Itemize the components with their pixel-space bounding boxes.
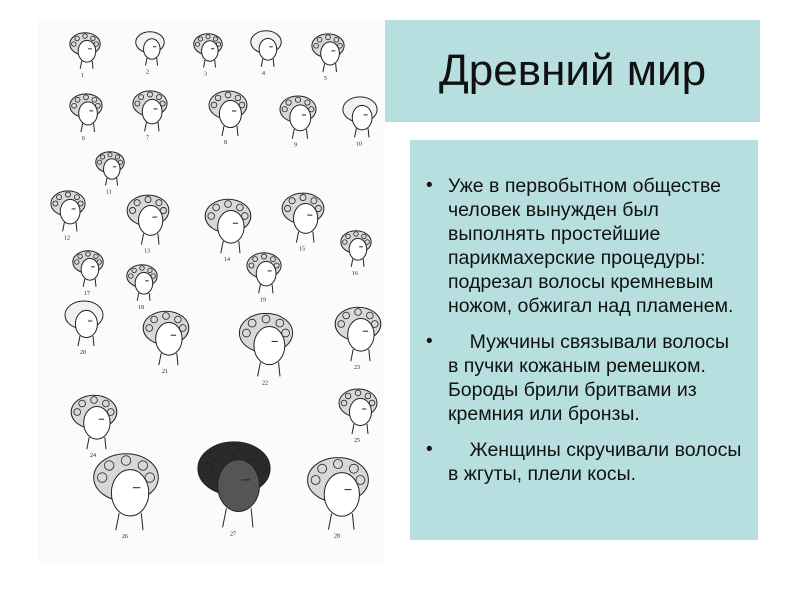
text-panel <box>410 140 758 540</box>
head-figure <box>205 199 251 253</box>
head-figure <box>71 395 117 449</box>
head-figure <box>282 193 324 243</box>
head-figure <box>70 33 100 69</box>
head-figure <box>312 34 344 72</box>
plate-number: 27 <box>230 531 236 538</box>
plate-number: 14 <box>224 257 230 264</box>
head-figure <box>247 253 281 294</box>
plate-number: 11 <box>106 189 112 196</box>
title-panel <box>385 20 760 122</box>
head-figure <box>341 231 371 267</box>
head-figure <box>308 458 369 530</box>
head-figure <box>51 191 85 232</box>
head-figure <box>209 91 247 136</box>
plate-number: 22 <box>262 380 268 387</box>
plate-number: 18 <box>138 304 144 311</box>
plate-number: 28 <box>334 533 340 540</box>
plate-number: 2 <box>146 69 149 76</box>
head-figure <box>239 313 292 376</box>
plate-number: 17 <box>84 290 90 297</box>
bullet-men: • Мужчины связывали волосы в пучки кожаным ремешком. Бороды брили бритвами из кремния или бронзы. <box>424 330 742 426</box>
plate-number: 19 <box>260 297 266 304</box>
plate-number: 4 <box>262 70 265 77</box>
plate-number: 1 <box>81 72 84 79</box>
plate-number: 9 <box>294 142 297 149</box>
head-figure <box>73 251 103 287</box>
plate-number: 16 <box>352 270 358 277</box>
plate-number: 21 <box>162 369 168 376</box>
bullet-list <box>424 174 747 486</box>
plate-number: 5 <box>324 76 327 83</box>
head-figure <box>127 265 157 301</box>
plate-number: 8 <box>224 140 227 146</box>
head-figure <box>339 389 377 434</box>
plate-number: 7 <box>146 135 149 142</box>
head-figure <box>343 97 377 137</box>
head-figure <box>133 91 167 131</box>
plate-number: 23 <box>354 365 360 372</box>
plate-number: 3 <box>204 71 207 78</box>
plate-number: 13 <box>144 248 150 255</box>
head-figure <box>136 32 165 66</box>
head-figure <box>143 311 189 365</box>
plate-number: 24 <box>90 453 96 460</box>
ancient-hairstyles-engraving-icon <box>38 18 384 564</box>
plate-number: 6 <box>82 136 85 143</box>
page-title: Древний мир <box>438 46 707 95</box>
head-figure <box>70 94 102 132</box>
head-figure <box>335 307 381 361</box>
plate-number: 10 <box>356 141 362 148</box>
head-figure <box>194 34 223 68</box>
head-figure <box>127 195 169 245</box>
head-figure <box>94 454 159 531</box>
head-figure <box>65 301 103 346</box>
head-figure <box>198 442 270 528</box>
head-figure <box>251 31 281 67</box>
bullet-primitive-society: • Уже в первобытном обществе человек вынужден был выполнять простейшие парикмахерские процедуры: подрезал волосы кремневым ножом, обжигал над пламенем. <box>424 174 742 318</box>
plate-number: 26 <box>122 534 128 541</box>
plate-number: 25 <box>354 438 360 444</box>
plate-number: 15 <box>299 246 305 253</box>
head-figure <box>96 152 125 186</box>
hairstyles-illustration <box>38 18 384 564</box>
head-figure <box>280 96 316 139</box>
bullet-women: • Женщины скручивали волосы в жгуты, плели косы. <box>424 438 742 486</box>
plate-number: 20 <box>80 350 86 356</box>
plate-number: 12 <box>64 235 70 242</box>
